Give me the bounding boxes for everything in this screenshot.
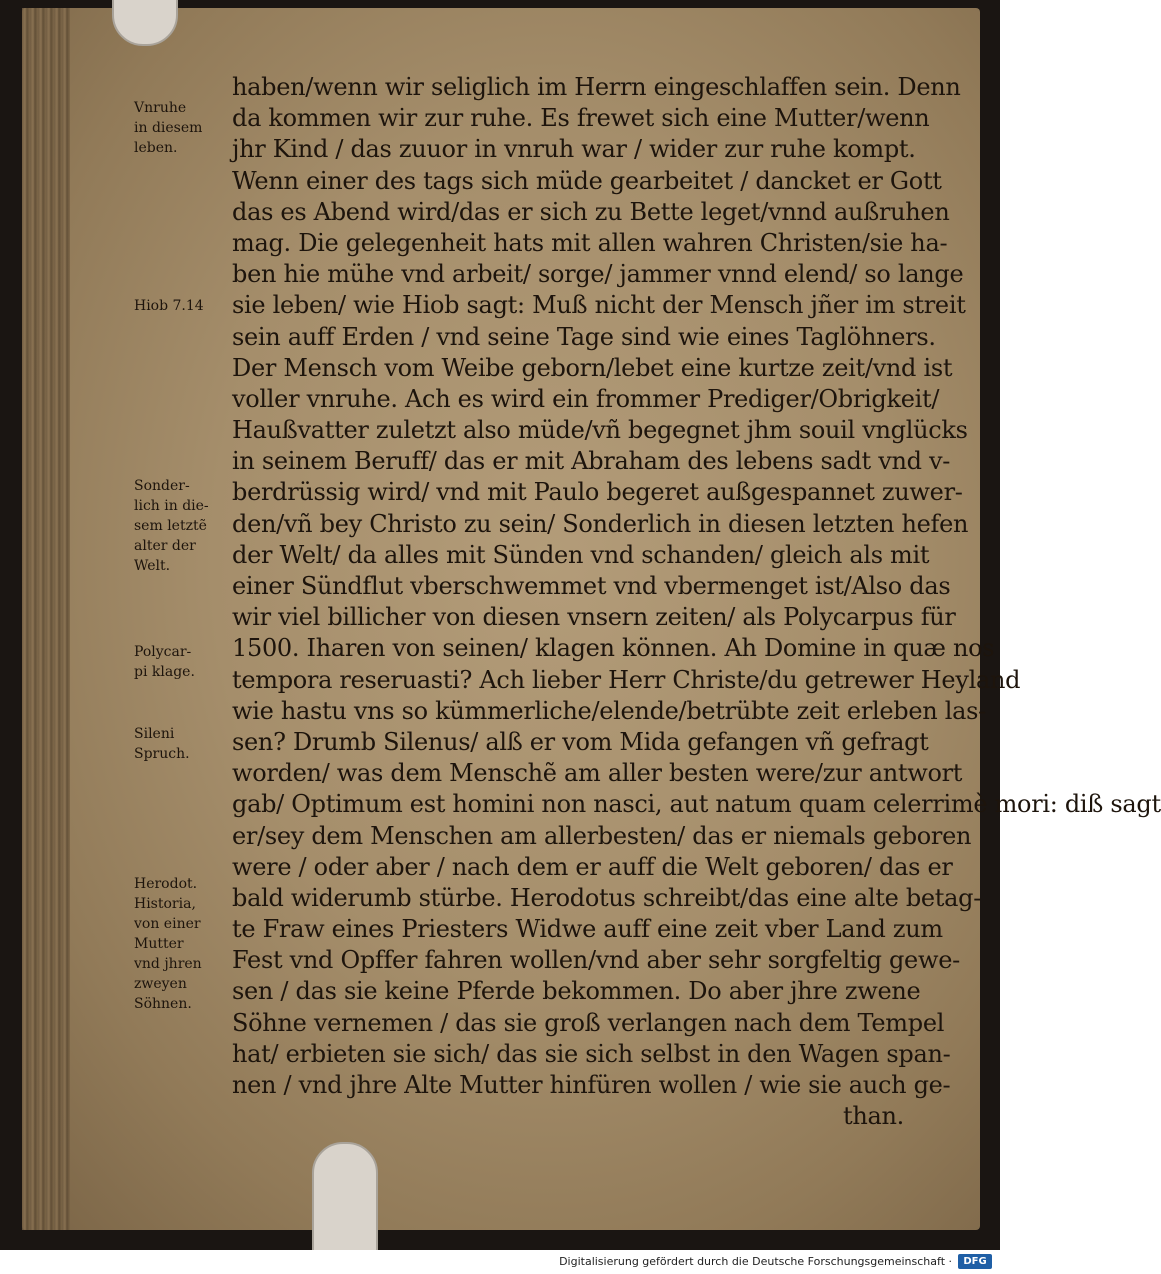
margin-note-line: Sonder-	[134, 478, 190, 494]
text-line: der Welt/ da alles mit Sünden vnd schanden/ gleich als mit	[232, 540, 930, 569]
text-line: sen / das sie keine Pferde bekommen. Do aber jhre zwene	[232, 977, 921, 1006]
page-edges	[22, 8, 70, 1230]
margin-note-line: Söhnen.	[134, 996, 192, 1012]
margin-note-line: Herodot.	[134, 876, 198, 892]
text-line: tempora reseruasti? Ach lieber Herr Christe/du getrewer Heyland	[232, 665, 1021, 694]
margin-note-line: vnd jhren	[134, 956, 202, 972]
text-line: da kommen wir zur ruhe. Es frewet sich eine Mutter/wenn	[232, 104, 930, 133]
margin-note-line: Hiob 7.14	[134, 298, 204, 314]
margin-note-silenus	[134, 724, 234, 764]
margin-note-line: sem letztẽ	[134, 518, 207, 534]
margin-note-line: alter der	[134, 538, 196, 554]
margin-note-line: von einer	[134, 916, 201, 932]
margin-note-line: in diesem	[134, 120, 203, 136]
text-line: voller vnruhe. Ach es wird ein frommer Prediger/Obrigkeit/	[232, 384, 940, 413]
margin-note-line: Spruch.	[134, 746, 190, 762]
margin-note-line: pi klage.	[134, 664, 195, 680]
text-line: nen / vnd jhre Alte Mutter hinfüren wollen / wie sie auch ge-	[232, 1071, 951, 1099]
margin-note-line: Welt.	[134, 558, 171, 574]
margin-note-line: lich in die-	[134, 498, 209, 514]
text-line: worden/ was dem Menschẽ am aller besten were/zur antwort	[232, 759, 963, 788]
margin-note-herodot	[134, 874, 234, 1014]
text-line: er/sey dem Menschen am allerbesten/ das er niemals geboren	[232, 821, 972, 850]
margin-note-line: Historia,	[134, 896, 196, 912]
text-line: Fest vnd Opffer fahren wollen/vnd aber sehr sorgfeltig gewe-	[232, 946, 960, 975]
digitization-footer	[0, 1250, 1000, 1274]
text-line: den/vñ bey Christo zu sein/ Sonderlich in diesen letzten hefen	[232, 509, 969, 538]
text-line: das es Abend wird/das er sich zu Bette leget/vnnd außruhen	[232, 197, 950, 226]
text-line: Wenn einer des tags sich müde gearbeitet / dancket er Gott	[232, 166, 942, 195]
text-line: 1500. Iharen von seinen/ klagen können. Ah Domine in quæ nos	[232, 634, 995, 663]
margin-note-line: zweyen	[134, 976, 187, 992]
margin-note-line: Sileni	[134, 726, 175, 742]
margin-note-line: leben.	[134, 140, 178, 156]
text-line: wie hastu vns so kümmerliche/elende/betrübte zeit erleben las-	[232, 696, 986, 725]
text-line: einer Sündflut vberschwemmet vnd vbermenget ist/Also das	[232, 572, 951, 600]
text-line: in seinem Beruff/ das er mit Abraham des lebens sadt vnd v-	[232, 447, 951, 476]
catchword: than.	[843, 1102, 904, 1131]
margin-note-polycarp	[134, 642, 234, 682]
text-line: Der Mensch vom Weibe geborn/lebet eine kurtze zeit/vnd ist	[232, 353, 953, 382]
margin-note-last-age	[134, 476, 234, 576]
margin-note-hiob	[134, 296, 234, 316]
main-text-block	[232, 72, 1161, 1132]
text-line: wir viel billicher von diesen vnsern zeiten/ als Polycarpus für	[232, 603, 956, 632]
text-line: were / oder aber / nach dem er auff die Welt geboren/ das er	[232, 852, 953, 881]
text-line: haben/wenn wir seliglich im Herrn eingeschlaffen sein. Denn	[232, 73, 961, 101]
text-line: te Fraw eines Priesters Widwe auff eine zeit vber Land zum	[232, 915, 943, 944]
text-line: ben hie mühe vnd arbeit/ sorge/ jammer vnnd elend/ so lange	[232, 260, 964, 289]
text-line: hat/ erbieten sie sich/ das sie sich selbst in den Wagen span-	[232, 1039, 951, 1068]
text-line: Söhne vernemen / das sie groß verlangen nach dem Tempel	[232, 1008, 945, 1037]
margin-note-line: Polycar-	[134, 644, 192, 660]
margin-note-line: Vnruhe	[134, 100, 187, 116]
text-line: sen? Drumb Silenus/ alß er vom Mida gefangen vñ gefragt	[232, 727, 929, 756]
text-line: mag. Die gelegenheit hats mit allen wahren Christen/sie ha-	[232, 228, 948, 257]
text-line: sie leben/ wie Hiob sagt: Muß nicht der Mensch jñer im streit	[232, 291, 966, 320]
text-line: berdrüssig wird/ vnd mit Paulo begeret außgespannet zuwer-	[232, 478, 963, 507]
dfg-logo: DFG	[958, 1254, 992, 1269]
text-line: Haußvatter zuletzt also müde/vñ begegnet jhm souil vnglücks	[232, 416, 968, 445]
text-line: gab/ Optimum est homini non nasci, aut natum quam celerrimè mori: diß sagt	[232, 790, 1161, 819]
margin-note-unrest	[134, 98, 234, 158]
text-line: bald widerumb stürbe. Herodotus schreibt/das eine alte betag-	[232, 883, 982, 912]
margin-note-line: Mutter	[134, 936, 184, 952]
footer-credit: Digitalisierung gefördert durch die Deutsche Forschungsgemeinschaft ·	[559, 1255, 952, 1268]
bottom-clip	[312, 1142, 378, 1266]
text-line: sein auff Erden / vnd seine Tage sind wie eines Taglöhners.	[232, 322, 936, 351]
text-line: jhr Kind / das zuuor in vnruh war / wider zur ruhe kompt.	[232, 135, 916, 164]
